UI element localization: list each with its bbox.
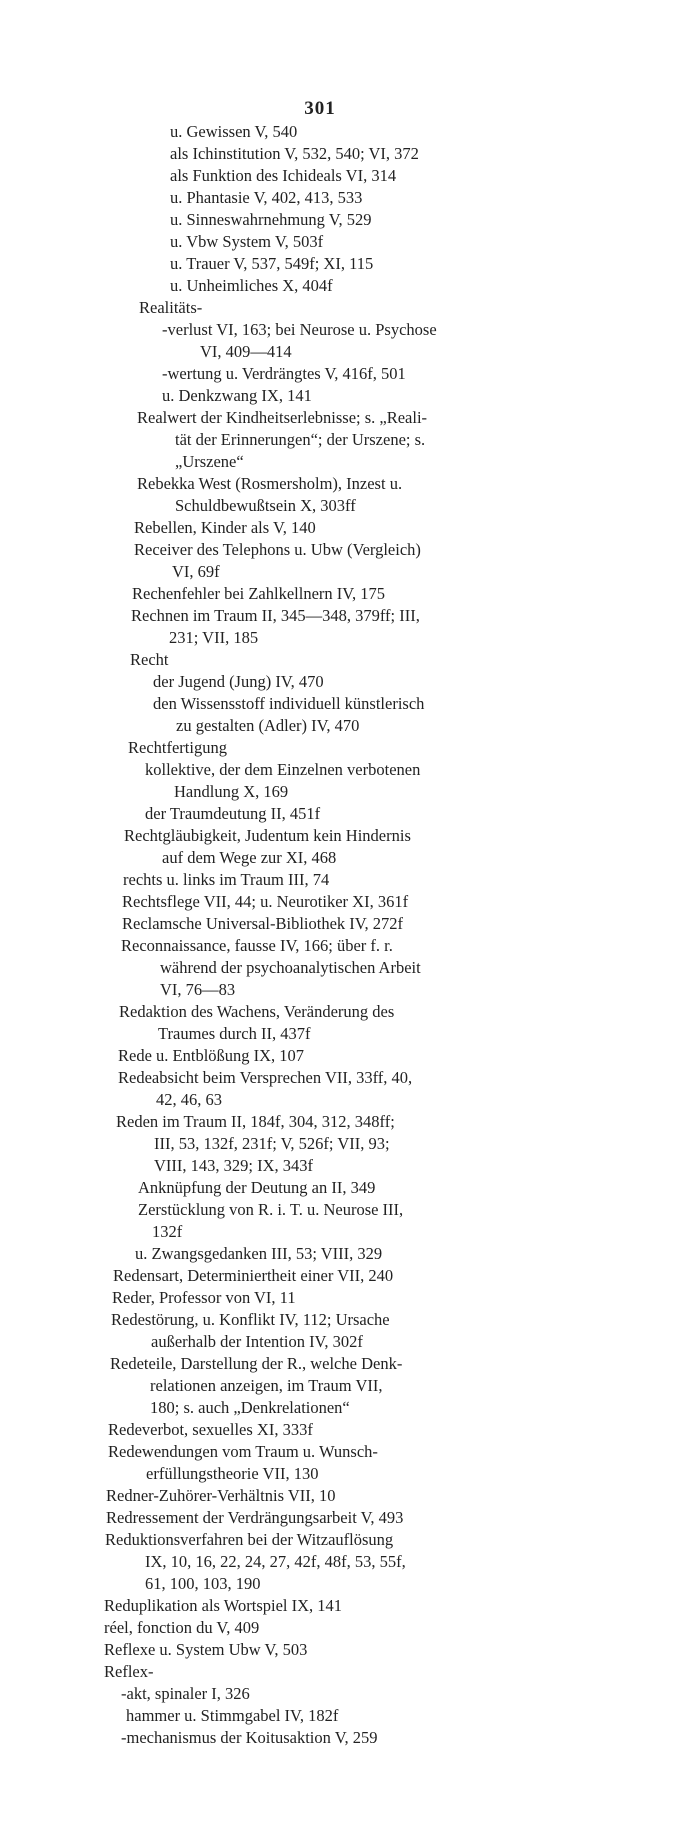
index-line: Reder, Professor von VI, 11 <box>112 1288 296 1307</box>
index-line: kollektive, der dem Einzelnen verbotenen <box>145 760 421 779</box>
index-line: Rebellen, Kinder als V, 140 <box>134 518 316 537</box>
index-line: Redeabsicht beim Versprechen VII, 33ff, 40, <box>118 1068 413 1087</box>
index-line: Recht <box>130 650 169 669</box>
index-line: -verlust VI, 163; bei Neurose u. Psychose <box>162 320 437 339</box>
index-line: Reden im Traum II, 184f, 304, 312, 348ff; <box>116 1112 395 1131</box>
index-line: Reconnaissance, fausse IV, 166; über f. r. <box>121 936 393 955</box>
index-line: rechts u. links im Traum III, 74 <box>123 870 330 889</box>
index-line: Redewendungen vom Traum u. Wunsch- <box>108 1442 378 1461</box>
index-line: Reclamsche Universal-Bibliothek IV, 272f <box>122 914 404 933</box>
index-line: den Wissensstoff individuell künstlerisch <box>153 694 425 713</box>
page-number: 301 <box>304 98 336 119</box>
index-line: Rechnen im Traum II, 345—348, 379ff; III, <box>131 606 420 625</box>
index-line: VI, 76—83 <box>160 980 236 999</box>
index-line: 61, 100, 103, 190 <box>145 1574 261 1593</box>
index-line: während der psychoanalytischen Arbeit <box>160 958 421 977</box>
index-line: VI, 409—414 <box>200 342 292 361</box>
index-line: außerhalb der Intention IV, 302f <box>151 1332 363 1351</box>
index-line: Schuldbewußtsein X, 303ff <box>175 496 356 515</box>
index-line: u. Denkzwang IX, 141 <box>162 386 312 405</box>
index-line: réel, fonction du V, 409 <box>104 1618 260 1637</box>
index-line: -wertung u. Verdrängtes V, 416f, 501 <box>162 364 406 383</box>
index-line: IX, 10, 16, 22, 24, 27, 42f, 48f, 53, 55f, <box>145 1552 406 1571</box>
index-line: Redestörung, u. Konflikt IV, 112; Ursache <box>111 1310 390 1329</box>
index-line: Rechtgläubigkeit, Judentum kein Hindernis <box>124 826 411 845</box>
index-line: als Ichinstitution V, 532, 540; VI, 372 <box>170 144 419 163</box>
index-line: u. Gewissen V, 540 <box>170 122 298 141</box>
index-line: Realwert der Kindheitserlebnisse; s. „Reali- <box>137 408 428 427</box>
index-line: der Jugend (Jung) IV, 470 <box>153 672 324 691</box>
index-line: hammer u. Stimmgabel IV, 182f <box>126 1706 339 1725</box>
index-line: Redner-Zuhörer-Verhältnis VII, 10 <box>106 1486 336 1505</box>
index-line: 132f <box>152 1222 183 1241</box>
index-line: Zerstücklung von R. i. T. u. Neurose III, <box>138 1200 404 1219</box>
index-line: auf dem Wege zur XI, 468 <box>162 848 337 867</box>
index-line: 180; s. auch „Denkrelationen“ <box>150 1398 350 1417</box>
index-line: Handlung X, 169 <box>174 782 289 801</box>
index-line: 231; VII, 185 <box>169 628 259 647</box>
index-line: Traumes durch II, 437f <box>158 1024 311 1043</box>
index-line: Rede u. Entblößung IX, 107 <box>118 1046 305 1065</box>
index-line: u. Vbw System V, 503f <box>170 232 324 251</box>
index-line: Redaktion des Wachens, Veränderung des <box>119 1002 395 1021</box>
index-line: u. Trauer V, 537, 549f; XI, 115 <box>170 254 374 273</box>
index-line: Redressement der Verdrängungsarbeit V, 493 <box>106 1508 404 1527</box>
index-line: als Funktion des Ichideals VI, 314 <box>170 166 397 185</box>
index-line: -akt, spinaler I, 326 <box>121 1684 250 1703</box>
index-line: Redensart, Determiniertheit einer VII, 240 <box>113 1266 394 1285</box>
index-line: Reduktionsverfahren bei der Witzauflösung <box>105 1530 394 1549</box>
index-line: Rebekka West (Rosmersholm), Inzest u. <box>137 474 403 493</box>
index-line: Realitäts- <box>139 298 203 317</box>
index-line: III, 53, 132f, 231f; V, 526f; VII, 93; <box>154 1134 390 1153</box>
index-line: Rechtsflege VII, 44; u. Neurotiker XI, 361f <box>122 892 409 911</box>
index-line: -mechanismus der Koitusaktion V, 259 <box>121 1728 378 1747</box>
index-line: Reflex- <box>104 1662 154 1681</box>
index-line: u. Zwangsgedanken III, 53; VIII, 329 <box>135 1244 383 1263</box>
index-line: relationen anzeigen, im Traum VII, <box>150 1376 383 1395</box>
index-line: VIII, 143, 329; IX, 343f <box>154 1156 314 1175</box>
index-line: tät der Erinnerungen“; der Urszene; s. <box>175 430 426 449</box>
index-line: Receiver des Telephons u. Ubw (Vergleich) <box>134 540 421 559</box>
index-line: u. Unheimliches X, 404f <box>170 276 333 295</box>
index-line: Redeteile, Darstellung der R., welche Denk- <box>110 1354 403 1373</box>
index-line: Rechtfertigung <box>128 738 227 757</box>
index-line: Redeverbot, sexuelles XI, 333f <box>108 1420 313 1439</box>
index-line: 42, 46, 63 <box>156 1090 222 1109</box>
index-line: u. Phantasie V, 402, 413, 533 <box>170 188 363 207</box>
index-line: Reflexe u. System Ubw V, 503 <box>104 1640 308 1659</box>
index-line: der Traumdeutung II, 451f <box>145 804 321 823</box>
index-line: „Urszene“ <box>175 452 244 471</box>
index-line: Rechenfehler bei Zahlkellnern IV, 175 <box>132 584 386 603</box>
index-line: Reduplikation als Wortspiel IX, 141 <box>104 1596 343 1615</box>
index-line: zu gestalten (Adler) IV, 470 <box>176 716 360 735</box>
index-line: VI, 69f <box>172 562 220 581</box>
index-line: u. Sinneswahrnehmung V, 529 <box>170 210 372 229</box>
index-line: erfüllungstheorie VII, 130 <box>146 1464 319 1483</box>
index-line: Anknüpfung der Deutung an II, 349 <box>138 1178 376 1197</box>
